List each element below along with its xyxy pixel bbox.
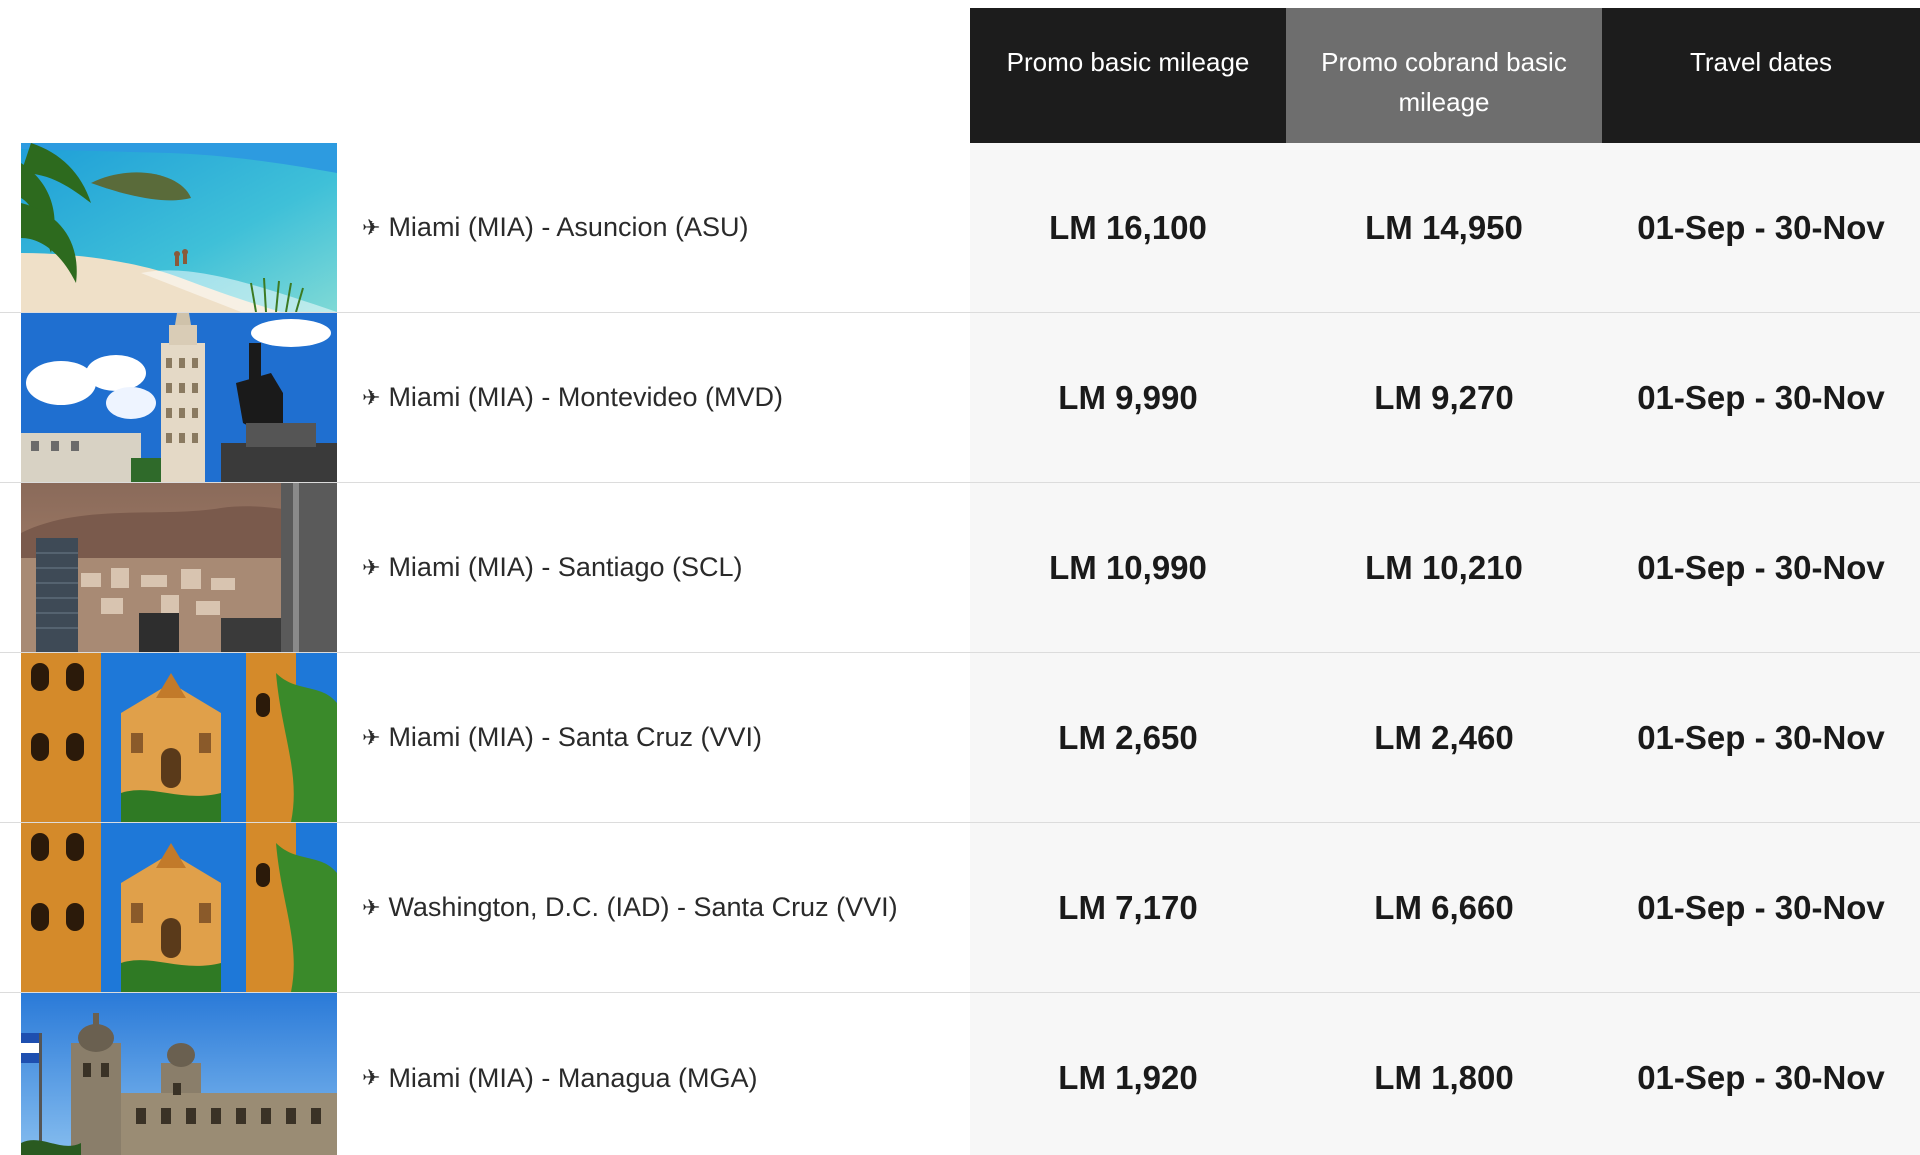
- table-row: [0, 483, 1920, 653]
- table-row: [0, 993, 1920, 1155]
- santa-cruz-cathedral-photo: [21, 653, 337, 822]
- route-label: ✈ Washington, D.C. (IAD) - Santa Cruz (VVI): [362, 892, 898, 922]
- travel-dates-value: 01-Sep - 30-Nov: [1637, 888, 1885, 926]
- header-travel-dates: Travel dates: [1602, 8, 1920, 143]
- route-label: ✈ Miami (MIA) - Santa Cruz (VVI): [362, 722, 762, 752]
- header-promo-cobrand-mileage: Promo cobrand basic mileage: [1286, 8, 1602, 143]
- travel-dates-value: 01-Sep - 30-Nov: [1637, 378, 1885, 416]
- travel-dates-value: 01-Sep - 30-Nov: [1637, 718, 1885, 756]
- airplane-icon: ✈: [362, 214, 381, 240]
- santiago-city-photo: [21, 483, 337, 652]
- route-label: ✈ Miami (MIA) - Managua (MGA): [362, 1062, 758, 1093]
- airplane-icon: ✈: [362, 894, 381, 920]
- airplane-icon: ✈: [362, 724, 381, 750]
- promo-basic-mileage-value: LM 10,990: [1049, 548, 1207, 586]
- airplane-icon: ✈: [362, 1065, 381, 1090]
- promo-basic-mileage-value: LM 2,650: [1058, 718, 1198, 756]
- promo-basic-mileage-value: LM 16,100: [1049, 208, 1207, 246]
- promo-cobrand-mileage-value: LM 6,660: [1374, 888, 1514, 926]
- table-body: [0, 143, 1920, 1155]
- table-row: [0, 313, 1920, 483]
- montevideo-palace-photo: [21, 313, 337, 482]
- promo-cobrand-mileage-value: LM 14,950: [1365, 208, 1523, 246]
- table-header: [970, 8, 1920, 143]
- travel-dates-value: 01-Sep - 30-Nov: [1637, 208, 1885, 246]
- travel-dates-value: 01-Sep - 30-Nov: [1637, 1059, 1885, 1096]
- promo-basic-mileage-value: LM 9,990: [1058, 378, 1198, 416]
- promo-cobrand-mileage-value: LM 2,460: [1374, 718, 1514, 756]
- managua-cathedral-photo: [21, 993, 337, 1155]
- promo-cobrand-mileage-value: LM 10,210: [1365, 548, 1523, 586]
- route-label: ✈ Miami (MIA) - Santiago (SCL): [362, 552, 743, 582]
- promo-cobrand-mileage-value: LM 9,270: [1374, 378, 1514, 416]
- airplane-icon: ✈: [362, 554, 381, 580]
- santa-cruz-cathedral-photo: [21, 823, 337, 992]
- table-row: [0, 653, 1920, 823]
- route-label: ✈ Miami (MIA) - Asuncion (ASU): [362, 212, 749, 242]
- beach-photo: [21, 143, 337, 312]
- travel-dates-value: 01-Sep - 30-Nov: [1637, 548, 1885, 586]
- header-promo-basic-mileage: Promo basic mileage: [970, 8, 1286, 143]
- promo-cobrand-mileage-value: LM 1,800: [1374, 1059, 1514, 1096]
- table-row: [0, 823, 1920, 993]
- promo-basic-mileage-value: LM 7,170: [1058, 888, 1198, 926]
- route-label: ✈ Miami (MIA) - Montevideo (MVD): [362, 382, 783, 412]
- promo-basic-mileage-value: LM 1,920: [1058, 1059, 1198, 1096]
- airplane-icon: ✈: [362, 384, 381, 410]
- table-row: [0, 143, 1920, 313]
